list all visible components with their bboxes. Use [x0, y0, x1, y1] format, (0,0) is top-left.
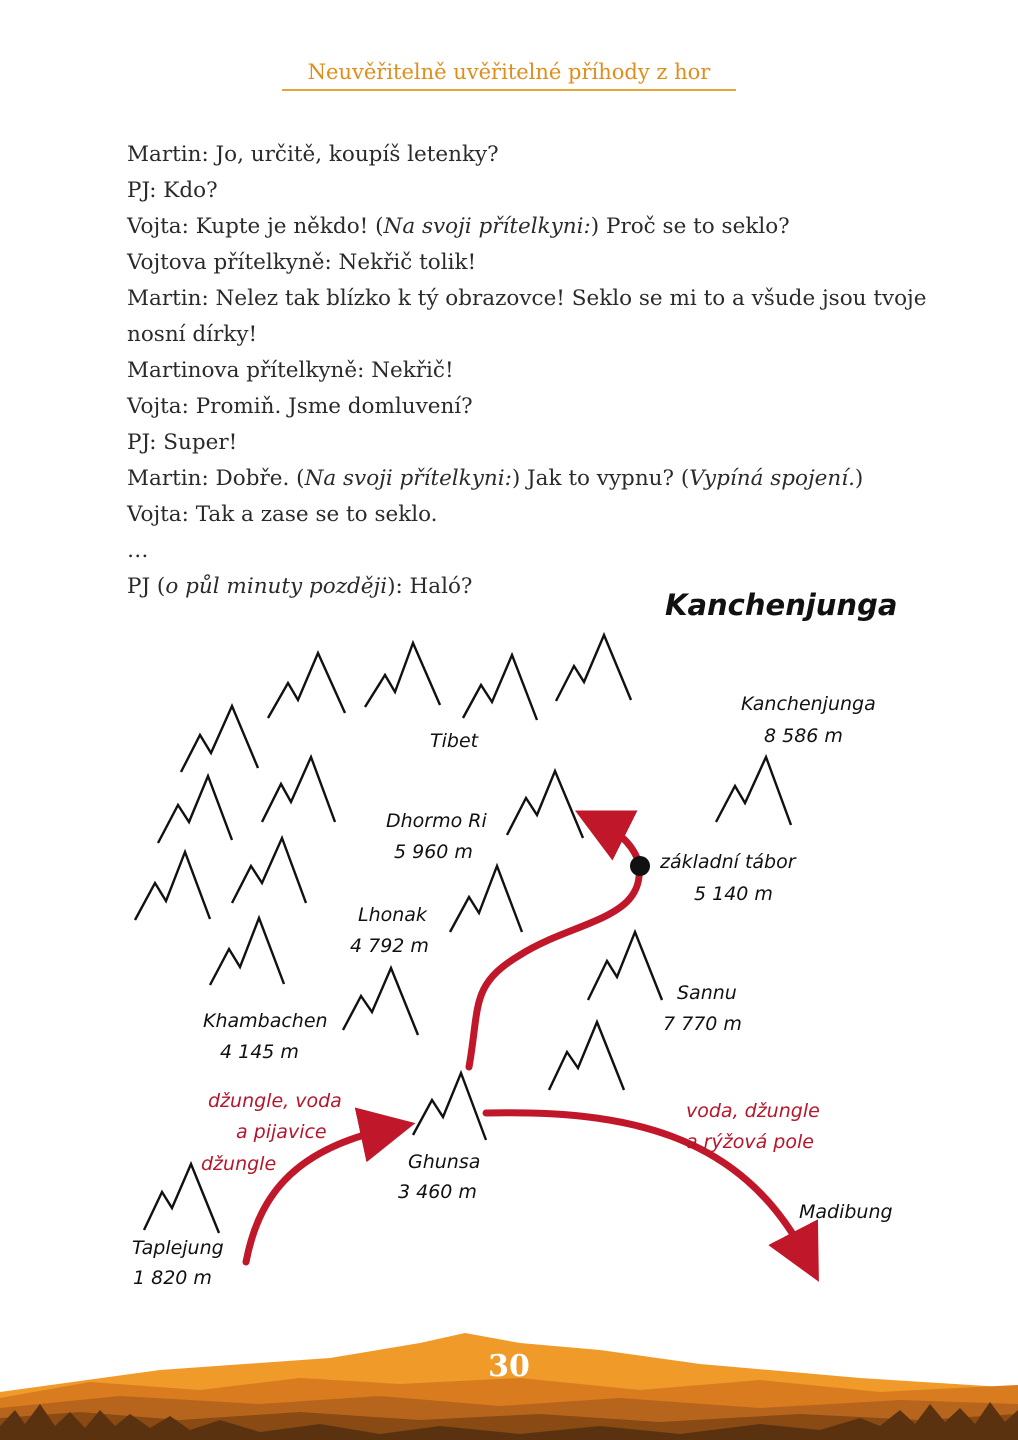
note-left-1: džungle, voda: [208, 1090, 342, 1112]
map-title: Kanchenjunga: [665, 588, 898, 622]
label-kanchenjunga-alt: 8 586 m: [764, 725, 843, 747]
note-left-3: džungle: [201, 1153, 277, 1175]
mountain-icon: [365, 643, 440, 707]
mountain-icon: [463, 655, 537, 720]
label-khambachen-alt: 4 145 m: [220, 1041, 299, 1063]
note-right-2: a rýžová pole: [686, 1131, 814, 1153]
label-ghunsa-alt: 3 460 m: [398, 1181, 477, 1203]
label-base-camp-alt: 5 140 m: [694, 883, 773, 905]
dialogue-line: PJ: Super!: [127, 430, 238, 455]
label-tibet: Tibet: [430, 730, 479, 752]
dialogue-line: Martinova přítelkyně: Nekřič!: [127, 358, 454, 383]
label-sannu-alt: 7 770 m: [663, 1013, 742, 1035]
mountain-icon: [158, 776, 232, 843]
label-ghunsa: Ghunsa: [408, 1151, 481, 1173]
trek-map: [0, 580, 1018, 1300]
base-camp-marker: [630, 856, 650, 876]
mountain-icon: [343, 968, 418, 1035]
label-sannu: Sannu: [677, 982, 737, 1004]
dialogue-line: Martin: Jo, určitě, koupíš letenky?: [127, 142, 499, 167]
label-dhormo-ri-alt: 5 960 m: [394, 841, 473, 863]
label-kanchenjunga: Kanchenjunga: [741, 693, 876, 715]
mountain-icon: [716, 757, 791, 825]
mountain-icon: [588, 932, 662, 1000]
note-left-2: a pijavice: [236, 1121, 327, 1143]
dialogue-line: PJ (o půl minuty později): Haló?: [127, 574, 473, 599]
note-right-1: voda, džungle: [686, 1100, 820, 1122]
label-taplejung: Taplejung: [132, 1237, 224, 1259]
dialogue-text: [127, 137, 927, 605]
route-taplejung-to-ghunsa: [246, 1129, 388, 1262]
page-number: 30: [488, 1349, 530, 1384]
mountain-icon: [507, 771, 583, 838]
mountain-icon: [262, 757, 335, 822]
place-labels: [132, 693, 893, 1289]
dialogue-line: Martin: Dobře. (Na svoji přítelkyni:) Jak to vypnu? (Vypíná spojení.): [127, 466, 864, 491]
label-taplejung-alt: 1 820 m: [133, 1267, 212, 1289]
dialogue-line: Vojta: Tak a zase se to seklo.: [127, 502, 438, 527]
label-madibung: Madibung: [799, 1201, 893, 1223]
dialogue-line: nosní dírky!: [127, 322, 258, 347]
running-head: Neuvěřitelně uvěřitelné příhody z hor: [282, 60, 736, 91]
mountain-icon: [450, 866, 522, 932]
mountain-icon: [268, 653, 345, 718]
dialogue-line: Vojta: Promiň. Jsme domluvení?: [127, 394, 473, 419]
label-base-camp: základní tábor: [660, 851, 796, 873]
dialogue-line: Vojta: Kupte je někdo! (Na svoji přítelkyni:) Proč se to seklo?: [127, 214, 790, 239]
dialogue-line: PJ: Kdo?: [127, 178, 218, 203]
mountain-icon: [413, 1073, 486, 1140]
label-khambachen: Khambachen: [203, 1010, 328, 1032]
dialogue-line: Martin: Nelez tak blízko k tý obrazovce! Seklo se mi to a všude jsou tvoje: [127, 286, 927, 311]
dialogue-ellipsis: …: [127, 538, 149, 563]
dialogue-line: Vojtova přítelkyně: Nekřič tolik!: [127, 250, 477, 275]
label-dhormo-ri: Dhormo Ri: [386, 810, 487, 832]
mountain-icon: [135, 852, 210, 920]
mountain-icon: [210, 918, 284, 985]
mountain-icon: [556, 635, 631, 701]
mountain-icon: [232, 838, 306, 903]
mountain-icon: [549, 1022, 624, 1090]
route-ghunsa-to-dhormo: [469, 823, 639, 1067]
label-lhonak: Lhonak: [358, 904, 427, 926]
mountain-icon: [181, 706, 258, 772]
label-lhonak-alt: 4 792 m: [350, 935, 429, 957]
